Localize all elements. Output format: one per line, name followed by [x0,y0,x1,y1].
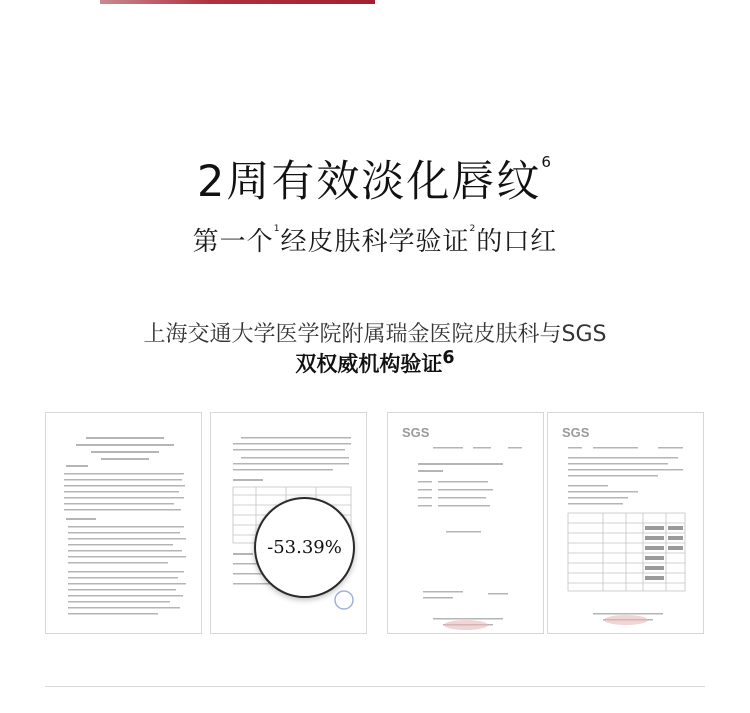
institution-line: 上海交通大学医学院附属瑞金医院皮肤科与SGS [143,322,607,347]
sgs-logo: SGS [562,425,590,440]
sgs-report-cover-thumbnail [387,412,544,634]
sgs-logo: SGS [402,425,430,440]
ruijin-report-thumbnail [45,412,202,634]
headline: 2周有效淡化唇纹$^6$ [197,152,553,207]
top-banner-edge [100,0,375,4]
subheadline: 第一个$^1$经皮肤科学验证$^2$的口红 [192,223,558,257]
magnified-result: -53.39% [254,497,355,598]
validation-line: 双权威机构验证$^6$ [295,348,455,376]
footnote-marker: 6 [541,152,553,171]
sgs-report-table-thumbnail [547,412,704,634]
section-divider [45,686,705,687]
